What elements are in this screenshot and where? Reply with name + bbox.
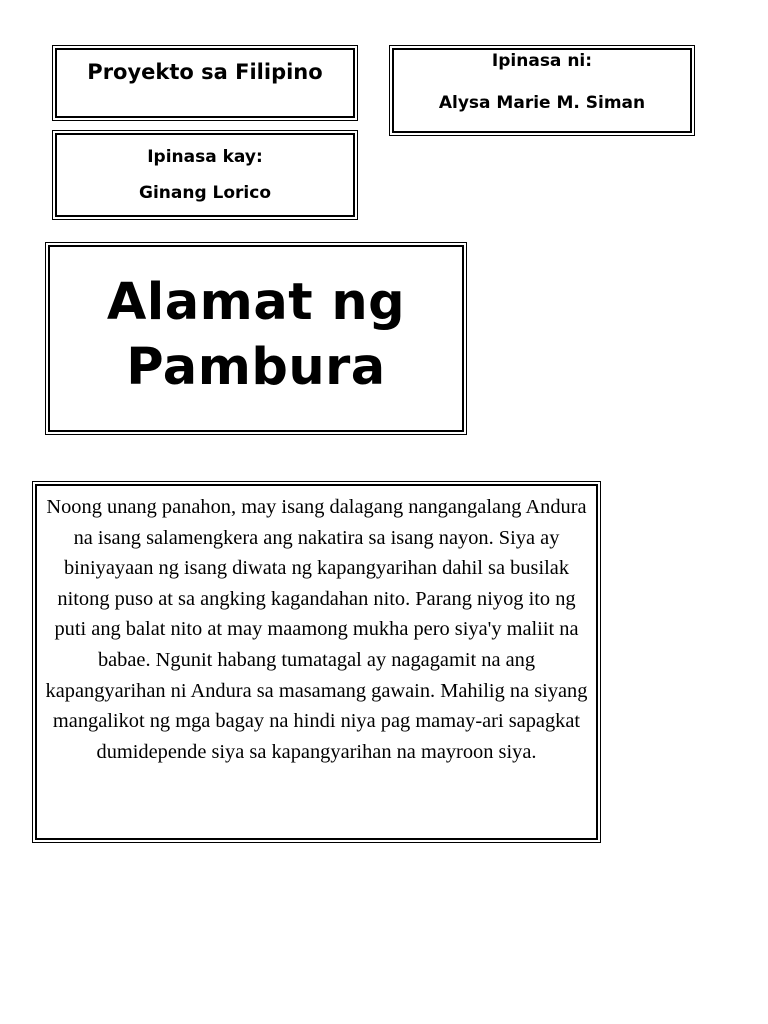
project-title-box (55, 48, 355, 118)
submitted-to-box (55, 133, 355, 217)
legend-title-line-2: Pambura (126, 337, 386, 397)
legend-title-box (48, 245, 464, 432)
submitted-by-name: Alysa Marie M. Siman (438, 92, 646, 113)
legend-title-line-1: Alamat ng (106, 272, 406, 332)
submitted-by-label: Ipinasa ni: (491, 50, 593, 71)
submitted-by-box (392, 48, 692, 133)
story-paragraph: Noong unang panahon, may isang dalagang nangangalang Andura na isang salamengkera ang nakatira sa isang nayon. Siya ay biniyayaan ng isang diwata ng kapangyarihan dahil sa busilak nitong puso at sa angking kagandahan nito. Parang niyog ito ng puti ang balat nito at may maamong mukha pero siya'y maliit na babae. Ngunit habang tumatagal ay nagagamit na ang kapangyarihan ni Andura sa masamang gawain. Mahilig na siyang mangalikot ng mga bagay na hindi niya pag mamay-ari sapagkat dumidepende siya sa kapangyarihan na mayroon siya. (45, 496, 588, 763)
submitted-to-name: Ginang Lorico (138, 183, 272, 203)
story-box (35, 484, 598, 840)
project-title: Proyekto sa Filipino (87, 60, 323, 84)
legend-title (107, 270, 405, 400)
submitted-to-label: Ipinasa kay: (147, 147, 263, 167)
